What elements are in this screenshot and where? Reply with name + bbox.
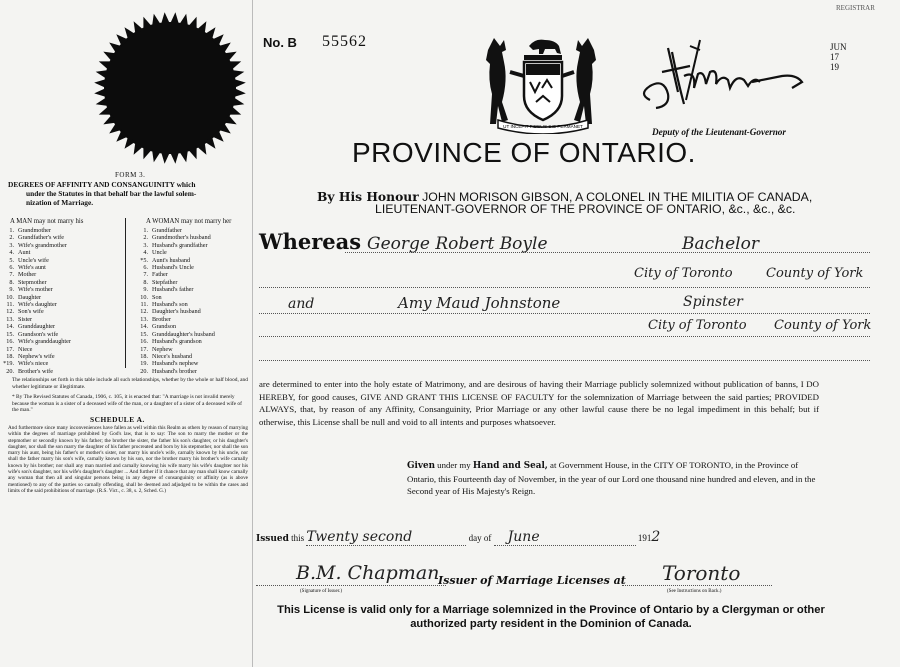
province-title: PROVINCE OF ONTARIO. xyxy=(352,137,696,168)
groom-city: City of Toronto xyxy=(634,266,733,281)
list-item: 12. Daughter's husband xyxy=(140,308,201,316)
fold-line xyxy=(252,0,253,667)
groom-residence-line xyxy=(259,287,870,288)
list-item: 17. Niece xyxy=(6,345,33,353)
column-divider xyxy=(125,218,126,368)
license-number: 55562 xyxy=(322,33,367,50)
degrees-title: DEGREES OF AFFINITY AND CONSANGUINITY which under the Statutes in that behalf bar the lawful solem- nization of Marriage. xyxy=(8,180,197,207)
list-item: 12. Son's wife xyxy=(6,308,44,316)
list-item: 16. Wife's granddaughter xyxy=(6,338,71,346)
groom-name: George Robert Boyle xyxy=(367,234,548,254)
list-item: 4. Uncle xyxy=(143,249,167,257)
honour-prefix: By His Honour xyxy=(317,189,419,204)
list-item: 18. Niece's husband xyxy=(140,352,193,360)
relationship-note: The relationships set forth in this table include all such relationships, whether by the whole or half blood, and whether legitimate or illegitimate. xyxy=(12,377,248,390)
list-item: 3. Husband's grandfather xyxy=(143,241,208,249)
registrar-stamp: REGISTRAR JUN 17 19 xyxy=(830,4,875,72)
man-list xyxy=(0,227,71,375)
list-item: 7. Father xyxy=(143,271,168,279)
issued-year: 2 xyxy=(651,529,661,545)
bride-city: City of Toronto xyxy=(648,318,747,333)
list-item: 11. Wife's daughter xyxy=(6,301,57,309)
issuer-signature-line xyxy=(256,585,446,586)
given-hand-seal: Hand and Seal, xyxy=(472,461,548,471)
woman-header: A WOMAN may not marry her xyxy=(146,218,232,225)
given-paragraph: Given under my Hand and Seal, at Government House, in the CITY OF TORONTO, in the Province of Ontario, this Fourteenth day of November, in the year of our Lord one thousand nine hundred and eleven, and in the Second year of His Majesty's Reign. xyxy=(407,460,816,496)
list-item: 3. Wife's grandmother xyxy=(9,241,67,249)
deputy-signature xyxy=(632,30,817,120)
list-item: *19. Wife's niece xyxy=(3,360,49,368)
list-item: 13. Brother xyxy=(140,315,171,323)
bride-county: County of York xyxy=(774,318,872,333)
coat-of-arms-icon xyxy=(484,32,602,134)
deputy-label: Deputy of the Lieutenant-Governor xyxy=(652,127,786,137)
list-item: 13. Sister xyxy=(6,315,33,323)
issuer-caption: (Signature of Issuer.) xyxy=(300,589,343,594)
form-label: FORM 3. xyxy=(115,171,146,179)
groom-status: Bachelor xyxy=(682,234,759,254)
license-number-label: No. B xyxy=(263,35,297,50)
honour-line-2: LIEUTENANT-GOVERNOR OF THE PROVINCE OF ONTARIO, &c., &c., &c. xyxy=(375,202,796,216)
list-item: 15. Granddaughter's husband xyxy=(140,330,215,338)
list-item: *5. Aunt's husband xyxy=(140,256,191,264)
list-item: 18. Nephew's wife xyxy=(6,352,55,360)
list-item: 19. Husband's nephew xyxy=(140,360,199,368)
issued-line: Issued this Twenty second day of June 1912 xyxy=(256,529,661,545)
woman-list xyxy=(134,227,215,375)
list-item: 14. Granddaughter xyxy=(6,323,56,331)
and-word: and xyxy=(288,296,315,312)
list-item: 15. Grandson's wife xyxy=(6,330,59,338)
issuer-place-line xyxy=(622,585,772,586)
issued-month: June xyxy=(494,529,636,546)
schedule-title: SCHEDULE A. xyxy=(90,415,145,424)
list-item: 14. Grandson xyxy=(140,323,177,331)
list-item: 1. Grandmother xyxy=(9,227,51,234)
list-item: 9. Wife's mother xyxy=(9,286,53,294)
license-paragraph: are determined to enter into the holy estate of Matrimony, and are desirous of having their Marriage publicly solemnized without publication of banns, I DO HEREBY, for good causes, GIVE AND GRANT THIS LICENSE OF FACULTY for the solemnization of Marriage between the said parties; PROVIDED ALWAYS, that, by reason of any Affinity, Consanguinity, Prior Marriage or any other lawful cause there be no legal impediment in this behalf; but if otherwise, this License shall be null and void to all intents and purposes whatsoever. xyxy=(259,379,819,427)
list-item: 17. Nephew xyxy=(140,345,173,353)
whereas-label: Whereas xyxy=(259,229,362,254)
list-item: 10. Son xyxy=(140,293,162,301)
list-item: 6. Husband's Uncle xyxy=(143,264,194,272)
list-item: 7. Mother xyxy=(9,271,37,279)
see-instructions: (See Instructions on Back.) xyxy=(667,589,722,594)
list-item: 6. Wife's aunt xyxy=(9,264,46,272)
list-item: 20. Husband's brother xyxy=(140,367,197,375)
bride-residence-line xyxy=(259,336,870,337)
list-item: 8. Stepfather xyxy=(143,278,178,286)
groom-county: County of York xyxy=(766,266,864,281)
list-item: 11. Husband's son xyxy=(140,301,188,309)
issued-day: Twenty second xyxy=(306,529,466,546)
issuer-label: Issuer of Marriage Licenses at xyxy=(438,574,626,587)
list-item: 20. Brother's wife xyxy=(6,367,53,375)
list-item: 8. Stepmother xyxy=(9,278,47,286)
validity-note: This License is valid only for a Marriage solemnized in the Province of Ontario by a Clergyman or other authorized party resident in the Dominion of Canada. xyxy=(277,604,825,630)
blank-line xyxy=(259,360,870,361)
list-item: 9. Husband's father xyxy=(143,286,194,294)
list-item: 2. Grandmother's husband xyxy=(143,234,211,242)
list-item: 4. Aunt xyxy=(9,249,31,257)
list-item: 1. Grandfather xyxy=(143,227,182,234)
schedule-text: And furthermore since many inconveniences have fallen as well within this Realm as others by reason of marrying within the degrees of marriage prohibited by God's law, that is to say: The son to marry the mother or the stepmother or secondly known by his father; the brother the sister, the father his son's daughter, or his daughter's daughter, nor shall the son marry the daughter of his father procreated and born by his stepmother, nor shall the son marry his aunt, being his father's or mother's sister, nor marry his uncle's wife, carnally known by his uncle, nor shall the father marry his son's wife, carnally known by his son, nor the brother marry his brother's wife carnally known by his brother; nor shall any man married and carnally knowing his wife marry his wife's daughter nor his wife's son's daughter, nor his wife's daughter's daughter ... And further if it chance that any man shall know carnally any woman that then all and singular persons being in any degree of consanguinity or affinity (as is above mentioned) to any of the parties so carnally offending, shall be deemed and adjudged to be within the cases and limits of the said prohibitions of marriage. (R.S. Vict., c. 38, s. 2, Sched. G.) xyxy=(8,425,248,494)
statute-note: * By The Revised Statutes of Canada, 1906, c. 105, it is enacted that: "A marriage is not invalid merely because the woman is a sister of a deceased wife of the man, or a daughter of a sister of a deceased wife of the man." xyxy=(12,394,242,414)
list-item: 10. Daughter xyxy=(6,293,42,301)
bride-name: Amy Maud Johnstone xyxy=(398,294,561,312)
list-item: 2. Grandfather's wife xyxy=(9,234,64,242)
motto-text: UT INCEPIT FIDELIS SIC PERMANET xyxy=(503,124,583,129)
issuer-place: Toronto xyxy=(662,561,741,585)
honour-name: JOHN MORISON GIBSON, A COLONEL IN THE MILITIA OF CANADA, xyxy=(422,190,813,204)
list-item: 16. Husband's grandson xyxy=(140,338,202,346)
man-header: A MAN may not marry his xyxy=(10,218,84,225)
seal-icon xyxy=(92,10,248,166)
bride-line xyxy=(259,313,870,314)
bride-status: Spinster xyxy=(683,294,743,310)
issuer-signature: B.M. Chapman xyxy=(296,562,440,584)
given-prefix: Given xyxy=(407,461,435,471)
list-item: 5. Uncle's wife xyxy=(9,256,49,264)
